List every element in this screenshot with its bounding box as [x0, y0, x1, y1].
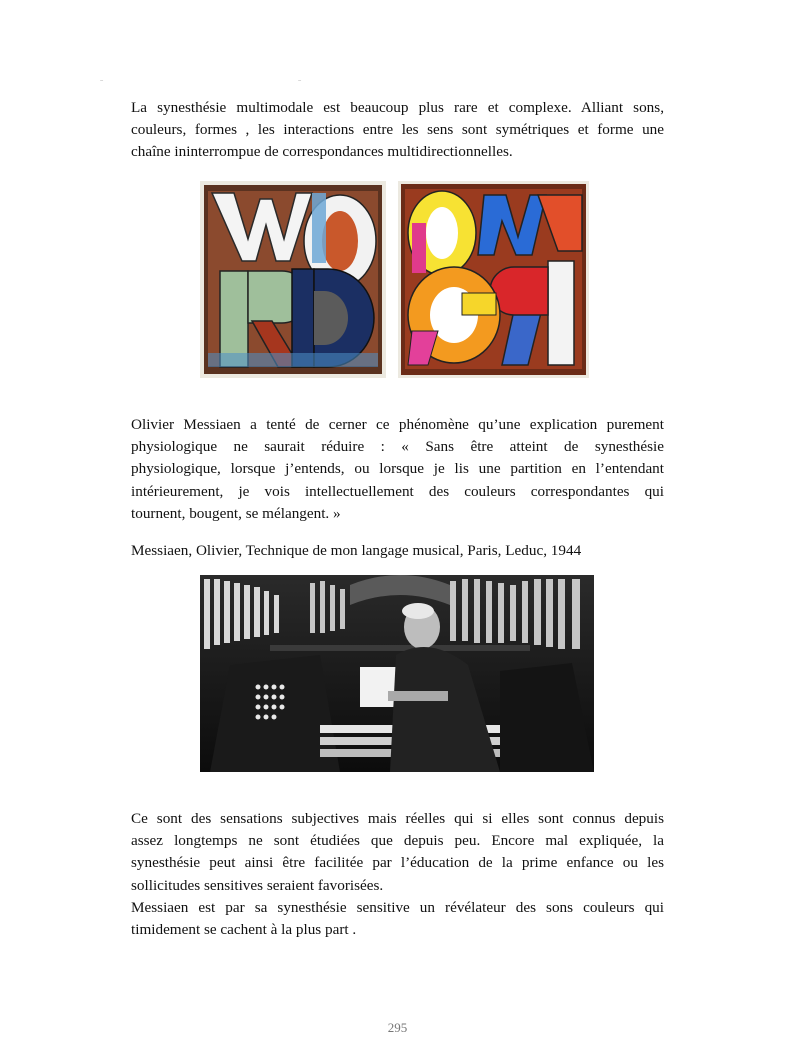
text-line: chaîne ininterrompue de correspondances multidirectionnelles. — [131, 143, 513, 161]
right-painting-letters: WORD — [298, 81, 302, 82]
left-painting-letters: WORD — [100, 81, 104, 82]
text-line: synesthésie peut ainsi être facilitée par l’éducation de la prime enfance ou les — [131, 854, 664, 872]
paragraph-subjective-sensations — [131, 808, 664, 941]
paragraph-multimodal-synesthesia — [131, 97, 664, 164]
text-line: couleurs, formes , les interactions entre les sens sont symétriques et forme une — [131, 121, 664, 139]
citation-text: Messiaen, Olivier, Technique de mon langage musical, Paris, Leduc, 1944 — [131, 542, 582, 559]
paragraph-messiaen-quote — [131, 414, 664, 525]
text-line: physiologique ne saurait réduire : « Sans être atteint de synesthésie — [131, 438, 664, 456]
text-line: tournent, bougent, se mélangent. » — [131, 504, 341, 522]
citation — [131, 540, 664, 562]
page-number: 295 — [387, 1020, 408, 1035]
text-line: Messiaen est par sa synesthésie sensitive un révélateur des sons couleurs qui — [131, 898, 664, 916]
text-line: assez longtemps ne sont étudiées que depuis peu. Encore mal expliquée, la — [131, 832, 664, 850]
text-line: Olivier Messiaen a tenté de cerner ce phénomène qu’une explication purement — [131, 416, 664, 433]
text-line: Ce sont des sensations subjectives mais réelles qui si elles sont connus depuis — [131, 810, 664, 827]
text-line: intérieurement, je vois intellectuellement des couleurs correspondantes qui — [131, 482, 664, 500]
messiaen-at-organ-photo — [200, 575, 594, 772]
text-line: physiologique, lorsque j’entends, ou lorsque je lis une partition en l’entendant — [131, 460, 664, 478]
text-line: timidement se cachent à la plus part . — [131, 921, 357, 939]
text-line: sollicitudes sensitives seraient favorisées. — [131, 876, 384, 894]
text-line: La synesthésie multimodale est beaucoup plus rare et complexe. Alliant sons, — [131, 99, 664, 116]
